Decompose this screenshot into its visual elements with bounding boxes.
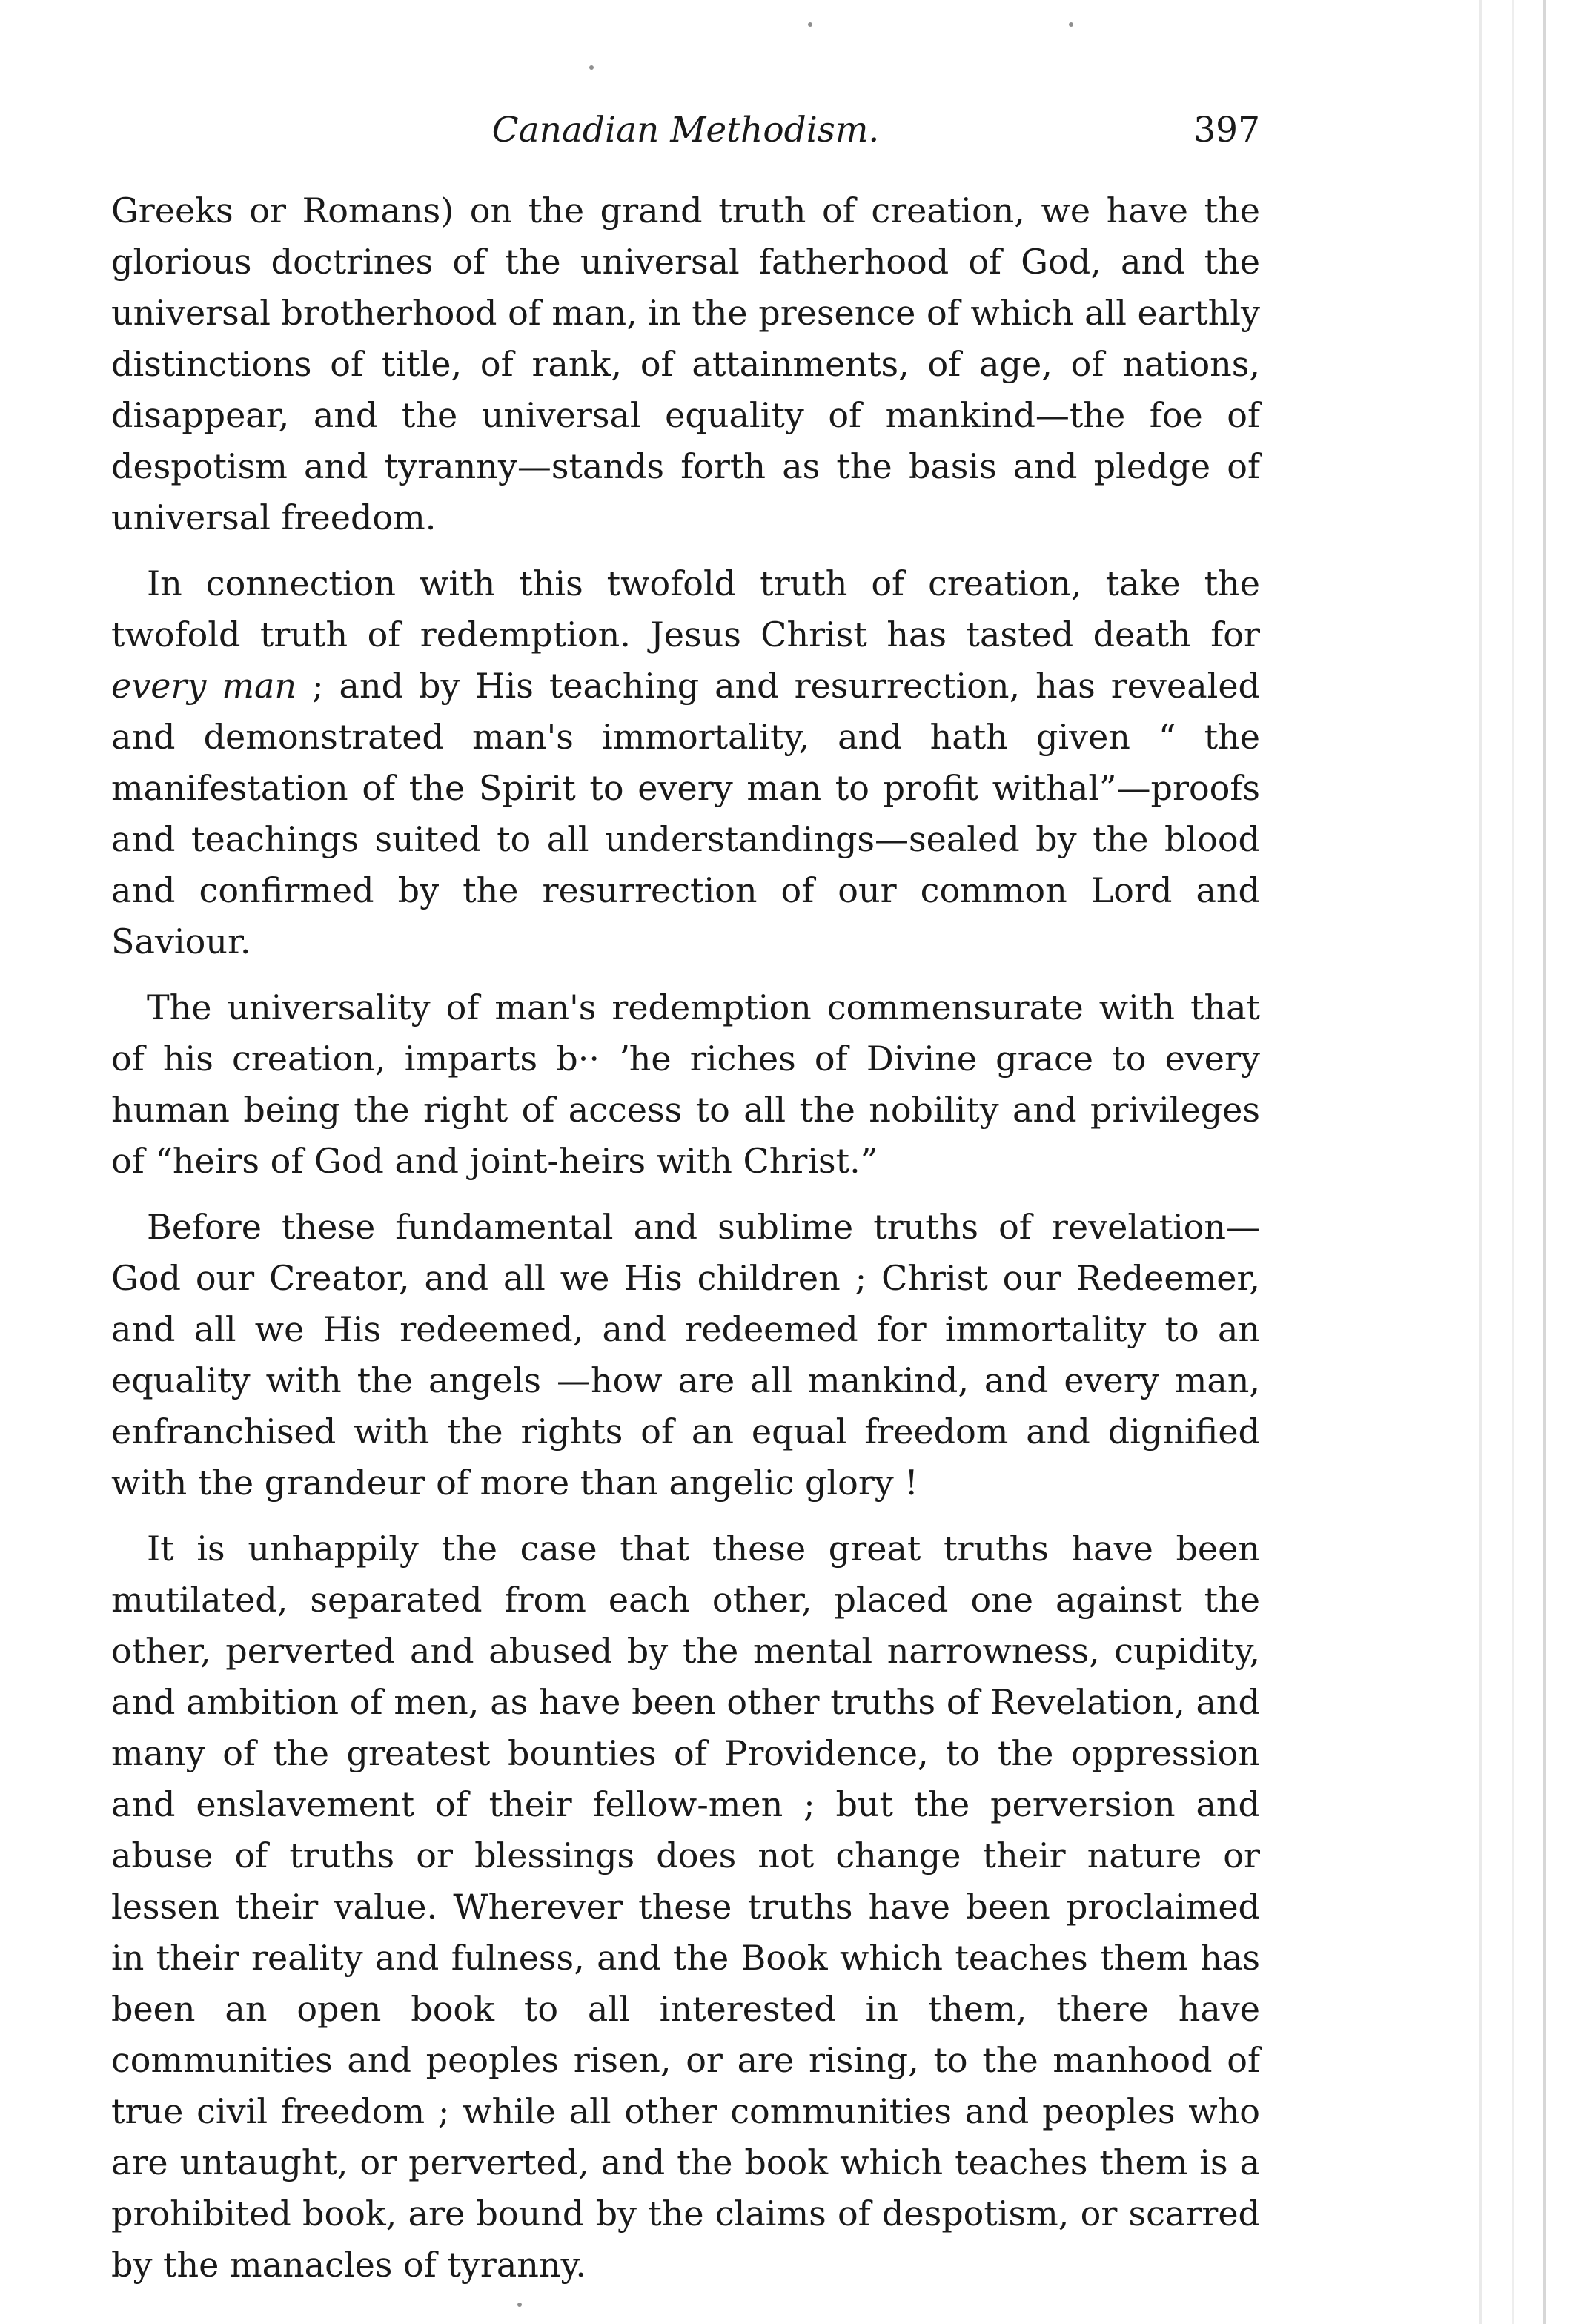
paragraph-3: The universality of man's redemption commensurate with that of his creation, imparts b·· ʼhe riches of Divine grace to every human being the right of access to all the nobility and privileges of “heirs of God and joint-heirs with Christ.” — [111, 987, 1260, 1181]
scan-edge-line — [1479, 0, 1482, 2324]
scan-speck — [1069, 22, 1073, 27]
paragraph-5: It is unhappily the case that these great truths have been mutilated, separated from each other, placed one against the other, perverted and abused by the mental narrowness, cupidity, and ambition of men, as have been other truths of Revelation, and many of the greatest bounties of Providence, to the oppression and enslavement of their fellow-men ; but the perversion and abuse of truths or blessings does not change their nature or lessen their value. Wherever these truths have been proclaimed in their reality and fulness, and the Book which teaches them has been an open book to all interested in them, there have communities and peoples risen, or are rising, to the manhood of true civil freedom ; while all other communities and peoples who are untaught, or perverted, and the book which teaches them is a prohibited book, are bound by the claims of despotism, or scarred by the manacles of tyranny. — [111, 1529, 1260, 2285]
scan-edge-line — [1512, 0, 1514, 2324]
scan-edge-line — [1543, 0, 1546, 2324]
paragraph-2-emphasis: every man — [111, 666, 297, 706]
page-number: 397 — [1193, 110, 1260, 150]
body-text — [111, 185, 1260, 2291]
scan-speck — [808, 22, 812, 27]
paragraph-2-lead: In connection with this twofold truth of creation, take the twofold truth of redemption. Jesus Christ has tasted death for — [111, 563, 1260, 655]
scan-speck — [589, 65, 594, 70]
paragraph-1: Greeks or Romans) on the grand truth of creation, we have the glorious doctrines of the universal fatherhood of God, and the universal brotherhood of man, in the presence of which all earthly distinctions of title, of rank, of attainments, of age, of nations, disappear, and the universal equality of mankind—the foe of despotism and tyranny—stands forth as the basis and pledge of universal freedom. — [111, 191, 1260, 537]
paragraph-4: Before these fundamental and sublime truths of revelation—God our Creator, and all we His children ; Christ our Redeemer, and all we His redeemed, and redeemed for immortality to an equality with the angels —how are all mankind, and every man, enfranchised with the rights of an equal freedom and dignified with the grandeur of more than angelic glory ! — [111, 1207, 1260, 1503]
running-header — [111, 96, 1260, 163]
running-title: Canadian Methodism. — [491, 110, 880, 150]
paragraph-2 — [111, 558, 1260, 967]
book-page — [111, 96, 1260, 2305]
paragraph-2-rest: ; and by His teaching and resurrection, has revealed and demonstrated man's immortality, and hath given “ the manifestation of the Spirit to every man to profit withal”—proofs and teachings suited to all understandings—sealed by the blood and confirmed by the resurrection of our common Lord and Saviour. — [111, 666, 1260, 961]
